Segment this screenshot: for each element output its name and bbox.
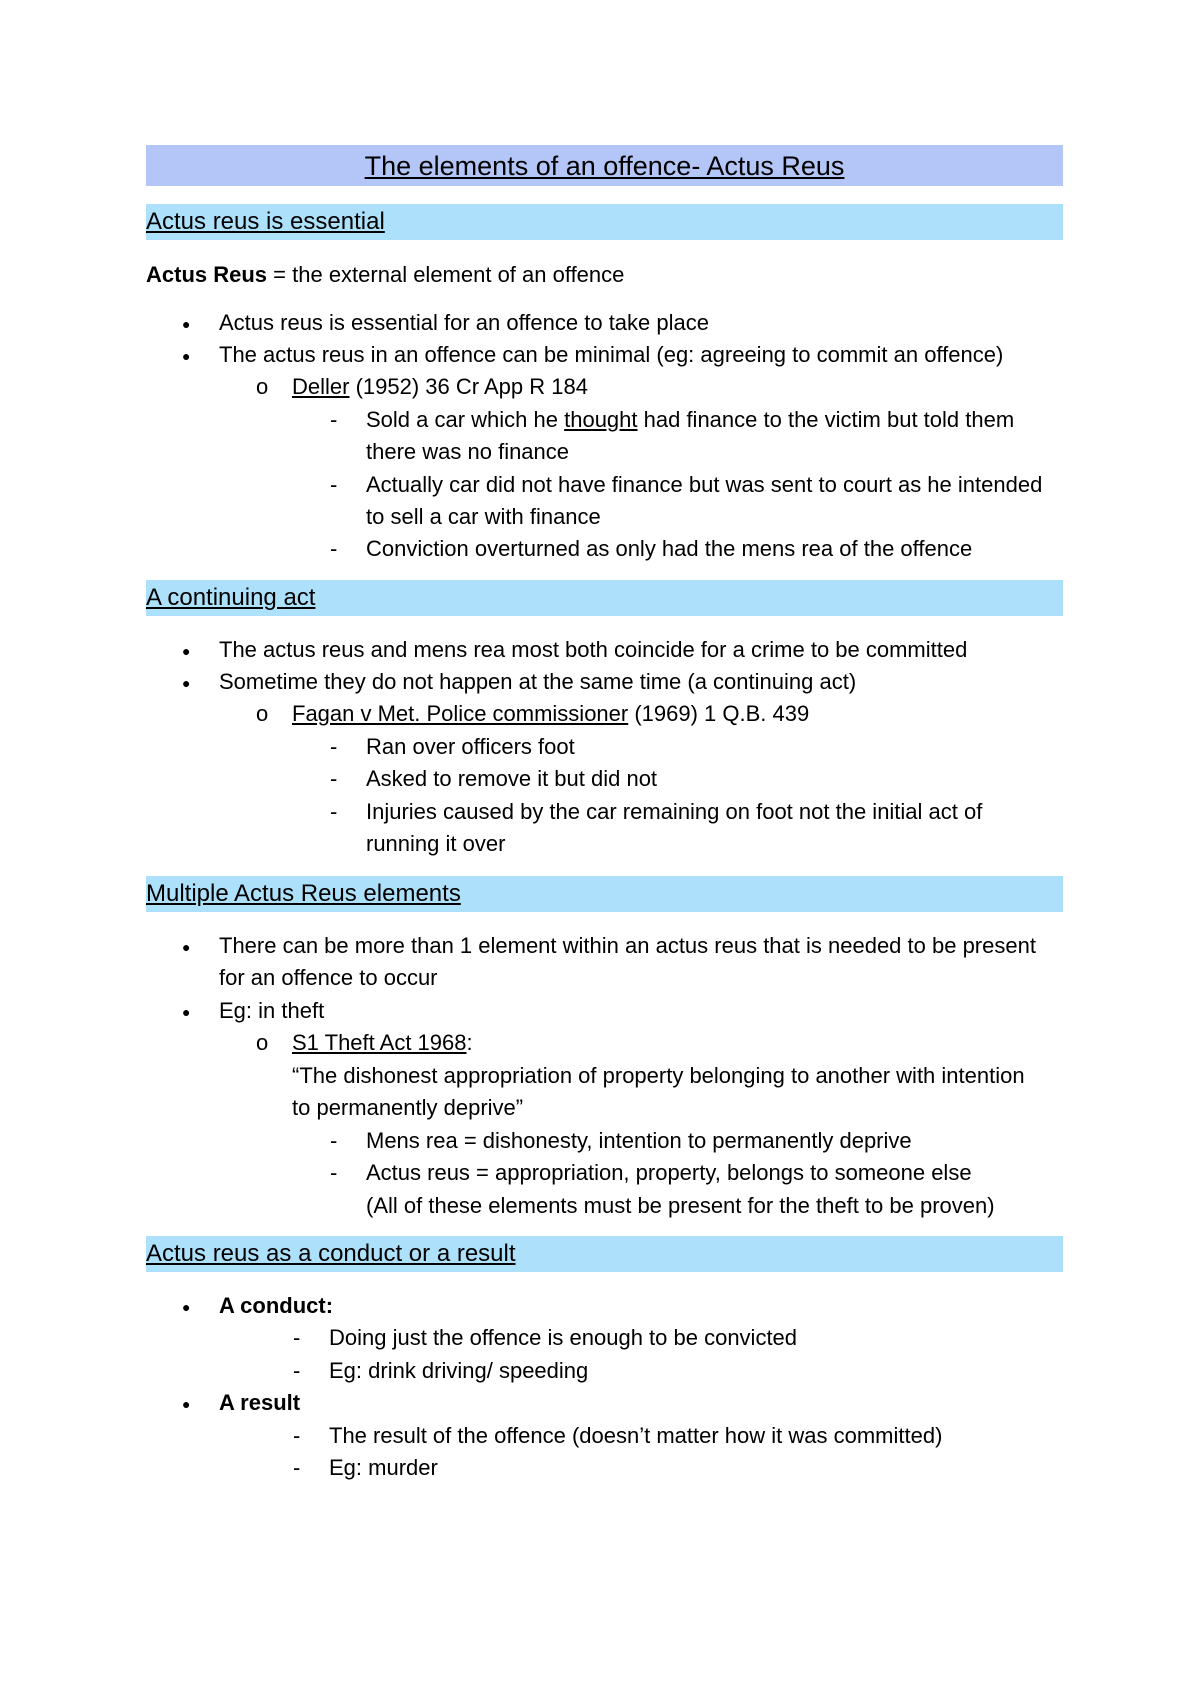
list-item: Eg: drink driving/ speeding [329, 1358, 589, 1383]
dash-marker: - [293, 1423, 301, 1448]
list-item-continuation: to sell a car with finance [366, 504, 601, 529]
list-item: Actus reus = appropriation, property, belongs to someone else [366, 1160, 972, 1185]
definition-line [146, 262, 624, 288]
case-citation: (1952) 36 Cr App R 184 [349, 374, 588, 399]
list-item: The result of the offence (doesn’t matter how it was committed) [329, 1423, 943, 1448]
section-heading-essential: Actus reus is essential [146, 208, 385, 235]
list-item: Doing just the offence is enough to be convicted [329, 1325, 798, 1350]
list-item: Eg: murder [329, 1455, 438, 1480]
statute-quote: “The dishonest appropriation of property belonging to another with intention [292, 1063, 1025, 1088]
circle-marker: o [256, 374, 269, 399]
bullet-marker: ● [182, 643, 191, 659]
dash-marker: - [330, 407, 338, 432]
list-item-continuation: (All of these elements must be present for the theft to be proven) [366, 1193, 995, 1218]
list-item: A result [219, 1390, 301, 1415]
bullet-marker: ● [182, 1396, 191, 1412]
section-heading-multiple: Multiple Actus Reus elements [146, 880, 461, 907]
list-item: Sometime they do not happen at the same time (a continuing act) [219, 669, 857, 694]
dash-marker: - [293, 1325, 301, 1350]
dash-marker: - [330, 1128, 338, 1153]
dash-marker: - [330, 1160, 338, 1185]
dash-marker: - [330, 799, 338, 824]
list-item: Actus reus is essential for an offence to take place [219, 310, 709, 335]
dash-marker: - [293, 1455, 301, 1480]
statute-reference: S1 Theft Act 1968: [292, 1030, 473, 1055]
list-item: Mens rea = dishonesty, intention to permanently deprive [366, 1128, 912, 1153]
list-item-continuation: running it over [366, 831, 506, 856]
case-name: Fagan v Met. Police commissioner [292, 701, 629, 726]
emphasis-underlined: thought [564, 407, 638, 432]
page-title: The elements of an offence- Actus Reus [364, 151, 845, 181]
definition-term: Actus Reus [146, 262, 268, 287]
section-heading-continuing: A continuing act [146, 584, 316, 611]
list-item: Injuries caused by the car remaining on foot not the initial act of [366, 799, 983, 824]
bullet-marker: ● [182, 1299, 191, 1315]
definition-text: = the external element of an offence [267, 262, 625, 287]
dash-marker: - [330, 734, 338, 759]
case-name: Deller [292, 374, 350, 399]
bullet-marker: ● [182, 939, 191, 955]
section-heading-conduct: Actus reus as a conduct or a result [146, 1240, 516, 1267]
list-item: Sold a car which he thought had finance to the victim but told them [366, 407, 1015, 432]
list-item: Asked to remove it but did not [366, 766, 658, 791]
statute-quote-continuation: to permanently deprive” [292, 1095, 524, 1120]
dash-marker: - [330, 766, 338, 791]
list-item: Ran over officers foot [366, 734, 575, 759]
list-item: Actually car did not have finance but was sent to court as he intended [366, 472, 1043, 497]
bullet-marker: ● [182, 1004, 191, 1020]
list-item: A conduct: [219, 1293, 334, 1318]
list-item: The actus reus in an offence can be minimal (eg: agreeing to commit an offence) [219, 342, 1004, 367]
list-item-continuation: there was no finance [366, 439, 570, 464]
case-citation: (1969) 1 Q.B. 439 [628, 701, 810, 726]
statute-name: S1 Theft Act 1968 [292, 1030, 467, 1055]
dash-marker: - [330, 472, 338, 497]
dash-marker: - [330, 536, 338, 561]
list-item: There can be more than 1 element within an actus reus that is needed to be present [219, 933, 1036, 958]
bullet-marker: ● [182, 348, 191, 364]
case-reference [292, 374, 588, 400]
dash-marker: - [293, 1358, 301, 1383]
list-item: The actus reus and mens rea most both coincide for a crime to be committed [219, 637, 968, 662]
bullet-marker: ● [182, 316, 191, 332]
list-item: Conviction overturned as only had the mens rea of the offence [366, 536, 973, 561]
bullet-marker: ● [182, 675, 191, 691]
circle-marker: o [256, 701, 269, 726]
case-reference [292, 701, 809, 727]
circle-marker: o [256, 1030, 269, 1055]
list-item-continuation: for an offence to occur [219, 965, 438, 990]
list-item: Eg: in theft [219, 998, 325, 1023]
